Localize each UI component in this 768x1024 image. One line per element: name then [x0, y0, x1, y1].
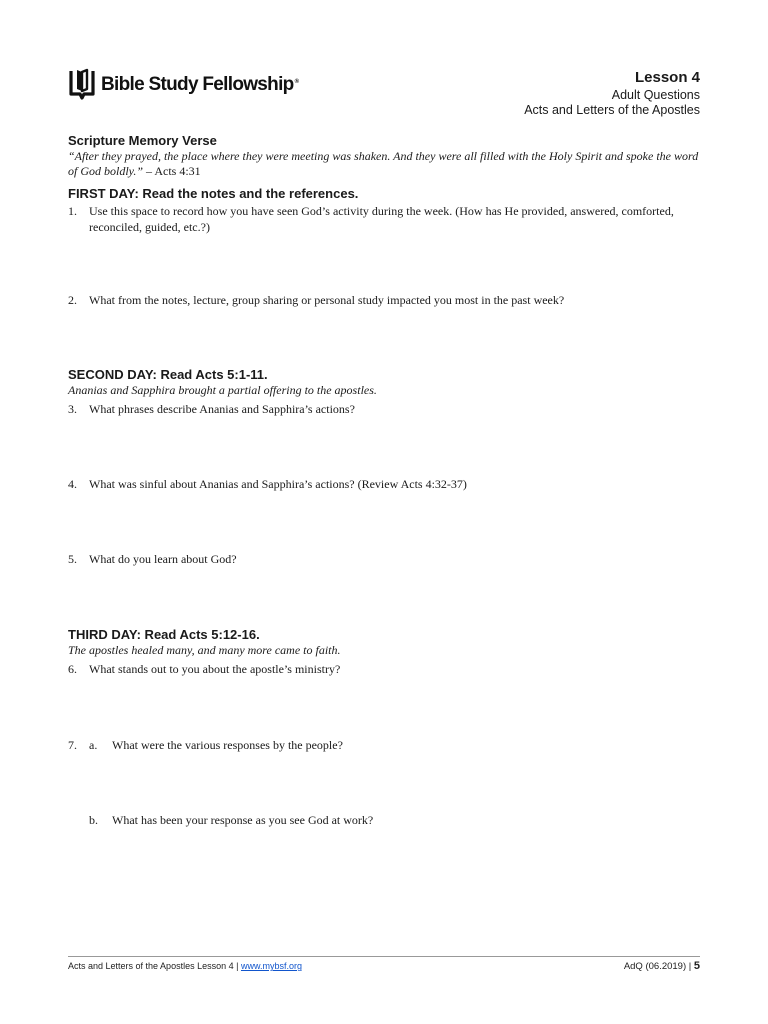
- third-day-intro: The apostles healed many, and many more came to faith.: [68, 643, 341, 657]
- question-text: What stands out to you about the apostle’s ministry?: [89, 662, 341, 676]
- first-day-heading: FIRST DAY: Read the notes and the references.: [68, 186, 359, 201]
- verse-reference: – Acts 4:31: [143, 164, 201, 178]
- question-text: Use this space to record how you have seen God’s activity during the week. (How has He provided, answered, comforted, reconciled, guided, etc.?): [89, 204, 674, 234]
- third-day-heading: THIRD DAY: Read Acts 5:12-16.: [68, 627, 260, 642]
- footer-course-text: Acts and Letters of the Apostles Lesson 4 |: [68, 961, 241, 971]
- course-title: Acts and Letters of the Apostles: [524, 103, 700, 117]
- question-number: 6.: [68, 662, 77, 676]
- brand-name: Bible Study Fellowship®: [101, 74, 299, 95]
- footer-divider: [68, 956, 700, 957]
- question-text: What was sinful about Ananias and Sapphira’s actions? (Review Acts 4:32-37): [89, 477, 467, 491]
- lesson-title: Lesson 4: [634, 69, 700, 86]
- question-text: What were the various responses by the people?: [112, 738, 343, 752]
- footer-course-info: [68, 961, 302, 971]
- open-book-icon: [68, 67, 96, 101]
- question-number: 5.: [68, 552, 77, 566]
- footer-website-link[interactable]: www.mybsf.org: [240, 961, 302, 971]
- question-3: [68, 401, 708, 417]
- memory-verse-heading: Scripture Memory Verse: [68, 133, 217, 148]
- verse-quote: “After they prayed, the place where they were meeting was shaken. And they were all filled with the Holy Spirit and spoke the word of God boldly.”: [68, 149, 699, 178]
- lesson-subtitle: Adult Questions: [611, 88, 700, 102]
- question-1: [68, 203, 708, 235]
- question-number: 3.: [68, 402, 77, 416]
- sub-question-letter: a.: [89, 738, 98, 752]
- question-number: 1.: [68, 204, 77, 218]
- memory-verse: [68, 149, 708, 179]
- question-text: What has been your response as you see God at work?: [112, 813, 374, 827]
- question-text: What do you learn about God?: [89, 552, 237, 566]
- footer-page-info: [624, 960, 700, 972]
- question-number: 2.: [68, 293, 77, 307]
- question-5: [68, 551, 708, 567]
- question-2: [68, 292, 708, 308]
- second-day-intro: Ananias and Sapphira brought a partial offering to the apostles.: [68, 383, 377, 397]
- question-4: [68, 476, 708, 492]
- question-text: What from the notes, lecture, group sharing or personal study impacted you most in the past week?: [89, 293, 565, 307]
- question-text: What phrases describe Ananias and Sapphira’s actions?: [89, 402, 355, 416]
- footer-edition: AdQ (06.2019) |: [623, 961, 694, 972]
- question-6: [68, 661, 708, 677]
- bsf-logo: [68, 66, 298, 102]
- question-number: 7.: [68, 738, 77, 752]
- question-7b: [68, 812, 708, 828]
- page-number: 5: [693, 960, 700, 972]
- question-7a: [68, 737, 708, 753]
- second-day-heading: SECOND DAY: Read Acts 5:1-11.: [68, 367, 268, 382]
- question-number: 4.: [68, 477, 77, 491]
- sub-question-letter: b.: [89, 813, 98, 827]
